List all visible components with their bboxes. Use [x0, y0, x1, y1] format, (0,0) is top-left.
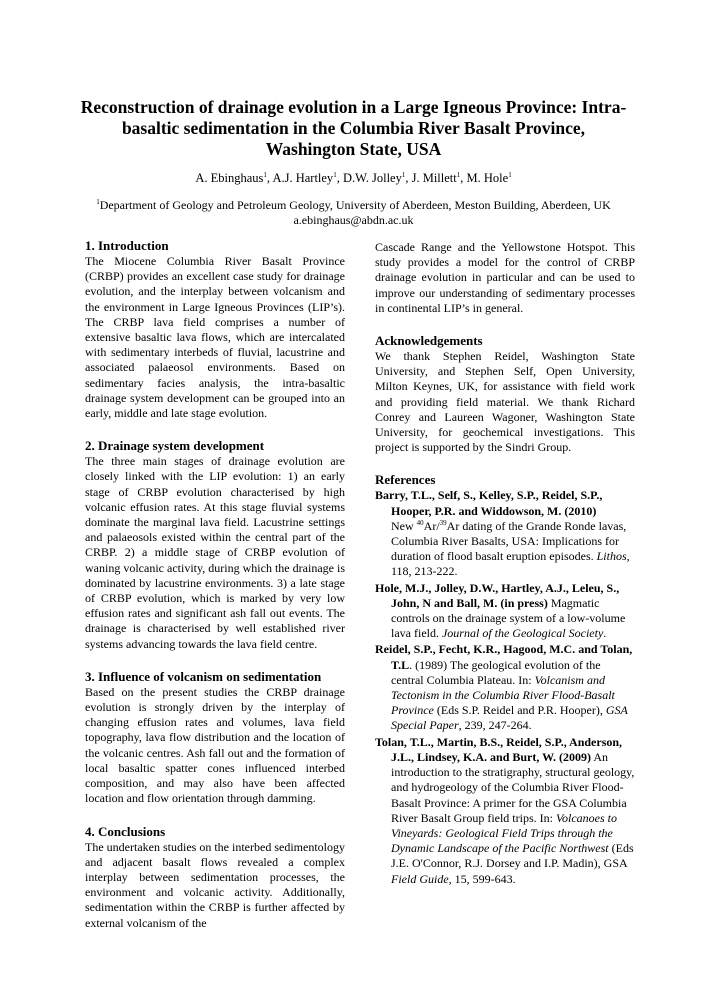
- section-heading: 3. Influence of volcanism on sedimentation: [85, 668, 322, 684]
- affiliation: $^1$Department of Geology and Petroleum Geology, University of Aberdeen, Meston Building, Aberdeen, UK a.ebinghaus@abdn.ac.uk: [96, 198, 611, 227]
- reference-item: Tolan, T.L., Martin, B.S., Reidel, S.P., Anderson, J.L., Lindsey, K.A. and Burt, W. (2009) An introduction to the stratigraphy, structural geology, and hydrogeology of the Columbia River Flood-Basalt Province: A primer for the GSA Columbia River Basalt Group field trips. In: Volcanoes to Vineyards: Geological Field Trips through the Dynamic Landscape of the Pacific Northwest (Eds J.E. O'Connor, R.J. Dorsey and I.P. Madin), GSA Field Guide, 15, 599-643.: [375, 734, 635, 886]
- author: M. Hole$^1$: [466, 171, 512, 185]
- section-body: We thank Stephen Reidel, Washington State University, and Stephen Self, Open University, Milton Keynes, UK, for assistance with field work and providing field material. We thank Richard Conrey and Laureen Wagoner, Washington State University, for geochemical investigations. This project is supported by the Sindri Group.: [375, 349, 635, 455]
- section-heading: Acknowledgements: [375, 333, 483, 349]
- section-heading: 2. Drainage system development: [85, 438, 265, 454]
- section-introduction: [85, 238, 345, 421]
- conclusions-continued: [375, 240, 635, 316]
- right-column: [375, 240, 635, 904]
- section-body: The undertaken studies on the interbed sedimentology and adjacent basalt flows revealed a complex interplay between sedimentation processes, the environment and volcanic activity. Additionally, sedimentation within the CRBP is further affected by external volcanism of the: [85, 839, 345, 930]
- section-body: Based on the present studies the CRBP drainage evolution is strongly driven by the interplay of changing effusion rates and volumes, lava field topography, lava flow distribution and the location of the volcanic centres. Ash fall out and the formation of local basaltic spatter cones influenced interbed composition, and may also have been affected location and flow orientation through damming.: [85, 684, 345, 806]
- author: A.J. Hartley$^1$: [272, 171, 337, 185]
- author: J. Millett$^1$: [411, 171, 461, 185]
- section-body: Cascade Range and the Yellowstone Hotspot. This study provides a model for the control of CRBP drainage evolution in particular and can be used to improve our understanding of sedimentary processes in continental LIP’s in general.: [375, 240, 635, 315]
- section-body: The three main stages of drainage evolution are closely linked with the LIP evolution: 1) an early stage of CRBP evolution characterised by high volcanic effusion rates. At this stage fluvial systems dominate the marginal lava field. Lacustrine settings and palaeosols existed within the central part of the CRBP. 2) a middle stage of CRBP evolution of waning volcanic activity, during which the drainage is dominated by lacustrine environments. 3) a late stage of CRBP evolution, which is marked by very low effusion rates and significant ash fall out events. The drainage is characterised by well established river systems advancing towards the lava field centre.: [85, 454, 345, 651]
- section-conclusions: [85, 824, 345, 931]
- author: D.W. Jolley$^1$: [342, 171, 406, 185]
- section-heading: References: [375, 472, 436, 488]
- section-heading: 4. Conclusions: [85, 823, 166, 839]
- affiliation-text: Department of Geology and Petroleum Geology, University of Aberdeen, Meston Building, Aberdeen, UK: [99, 198, 611, 212]
- section-references: [375, 472, 635, 886]
- section-body: The Miocene Columbia River Basalt Province (CRBP) provides an excellent case study for drainage evolution, and the interplay between volcanism and the environment in Large Igneous Provinces (LIP’s). The CRBP lava field comprises a number of extensive basaltic lava flows, which are intercalated with sedimentary interbeds of fluvial, lacustrine and associated palaeosol environments. Based on sedimentary facies analysis, the intra-basaltic drainage system development can be grouped into an early, middle and late stage evolution.: [85, 254, 345, 421]
- section-volcanism: [85, 669, 345, 807]
- reference-item: Hole, M.J., Jolley, D.W., Hartley, A.J., Leleu, S., John, N and Ball, M. (in press) Magmatic controls on the drainage system of a low-volume lava field. Journal of the Geological Society.: [375, 580, 626, 641]
- paper-title: Reconstruction of drainage evolution in a Large Igneous Province: Intra-basaltic sedimentation in the Columbia River Basalt Province, Washington State, USA: [80, 97, 627, 159]
- section-acknowledgements: [375, 333, 635, 455]
- reference-item: Barry, T.L., Self, S., Kelley, S.P., Reidel, S.P., Hooper, P.R. and Widdowson, M. (2010) New $^{40}$Ar/$^{39}$Ar dating of the Grande Ronde lavas, Columbia River Basalts, USA: Implications for duration of flood basalt eruption episodes. Lithos, 118, 213-222.: [375, 488, 630, 579]
- section-drainage: [85, 438, 345, 652]
- left-column: [85, 238, 345, 948]
- reference-item: Reidel, S.P., Fecht, K.R., Hagood, M.C. and Tolan, T.L. (1989) The geological evolution of the central Columbia Plateau. In: Volcanism and Tectonism in the Columbia River Flood-Basalt Province (Eds S.P. Reidel and P.R. Hooper), GSA Special Paper, 239, 247-264.: [375, 642, 633, 733]
- author: A. Ebinghaus$^1$: [195, 171, 267, 185]
- section-heading: 1. Introduction: [85, 238, 169, 253]
- author-list: A. Ebinghaus$^1$, A.J. Hartley$^1$, D.W. Jolley$^1$, J. Millett$^1$, M. Hole$^1$: [195, 171, 512, 185]
- email: a.ebinghaus@abdn.ac.uk: [293, 213, 414, 227]
